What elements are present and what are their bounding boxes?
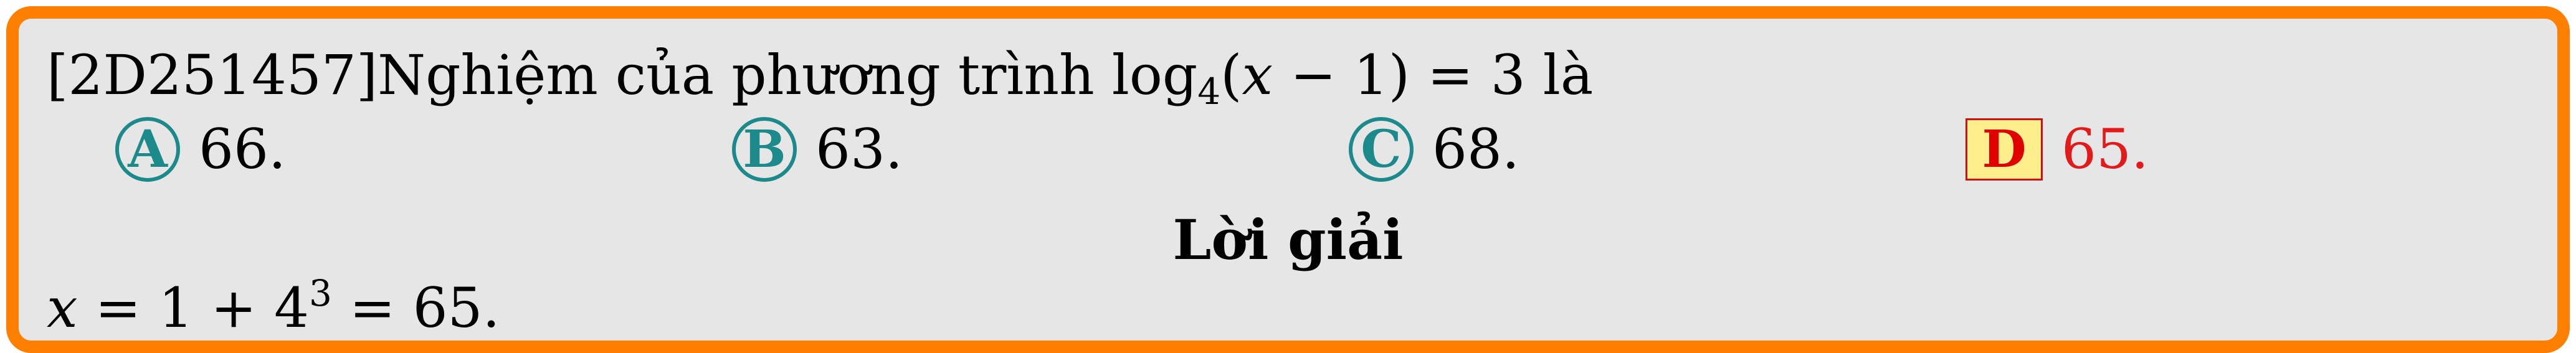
option-c[interactable] [1349,112,1519,187]
question-prompt: Nghiệm của phương trình [378,43,1095,107]
option-b-letter: B [732,117,797,182]
option-a-text: 66. [199,117,286,181]
solution-title: Lời giải [1172,207,1404,272]
arg-var: x [1242,43,1273,107]
log-func: log [1111,43,1198,107]
option-a[interactable] [115,112,286,187]
solution-expr-2: = 65. [331,276,500,340]
arg-rest: − 1) [1273,43,1410,107]
option-b[interactable] [732,112,903,187]
log-base: 4 [1197,70,1221,113]
option-d-text: 65. [2061,117,2149,181]
question-suffix: là [1525,43,1594,107]
solution-body [47,274,500,342]
option-b-text: 63. [815,117,903,181]
question-id: [2D251457] [47,43,378,107]
option-a-letter: A [115,117,180,182]
equation [1111,43,1526,113]
question-text [47,41,1594,113]
equation-rhs: = 3 [1410,43,1526,107]
solution-var: x [47,276,78,340]
option-d[interactable] [1965,112,2149,187]
solution-exponent: 3 [308,272,332,314]
arg-open: ( [1220,43,1242,107]
option-c-letter: C [1349,117,1414,182]
solution-expr-1: = 1 + 4 [77,276,309,340]
question-card [6,6,2570,353]
option-d-letter: D [1965,118,2043,181]
option-c-text: 68. [1432,117,1519,181]
